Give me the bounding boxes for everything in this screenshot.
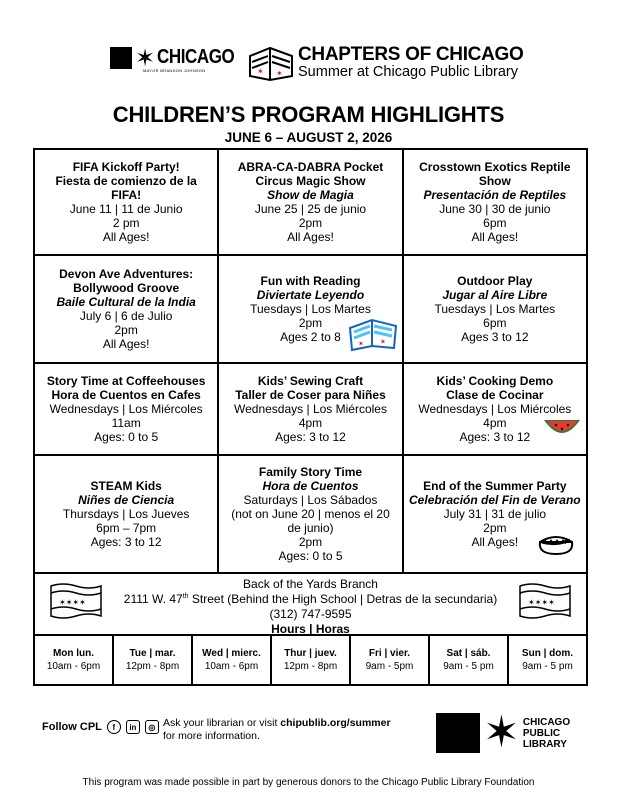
program-subtitle: Diviertate Leyendo — [256, 288, 365, 302]
summer-link[interactable]: chipublib.org/summer — [280, 717, 391, 729]
hours-time: 10am - 6pm — [204, 661, 259, 672]
program-card — [219, 456, 403, 572]
program-title: Family Story Time — [258, 465, 363, 479]
program-note: (not on June 20 | menos el 20 de junio) — [231, 507, 390, 535]
program-time: 2pm — [298, 216, 323, 230]
hours-day: Sat | sáb. — [446, 648, 491, 659]
chapters-of-chicago-logo — [248, 42, 523, 82]
hours-time: 12pm - 8pm — [283, 661, 338, 672]
program-ages: Ages: 3 to 12 — [275, 430, 346, 444]
program-card — [404, 456, 586, 572]
program-time: 6pm — [483, 216, 507, 230]
program-time: 2pm — [298, 535, 323, 549]
program-ages: Ages 3 to 12 — [461, 330, 529, 344]
program-subtitle: Hora de Cuentos en Cafes — [51, 388, 201, 402]
hours-title: Hours | Horas — [271, 622, 350, 636]
cpl-line: PUBLIC — [522, 727, 561, 739]
program-time: 2pm — [298, 316, 323, 330]
program-card — [404, 364, 586, 454]
program-row — [35, 150, 586, 256]
follow-label: Follow CPL — [42, 721, 102, 733]
hours-cell — [35, 636, 114, 684]
program-ages: All Ages! — [471, 535, 519, 549]
program-card — [404, 256, 586, 362]
program-subtitle: Jugar al Aire Libre — [442, 288, 548, 302]
svg-text:✶: ✶ — [257, 67, 264, 76]
chicago-star-icon: ✶ — [483, 707, 520, 758]
svg-text:✶: ✶ — [276, 69, 283, 78]
chapters-title: CHAPTERS OF CHICAGO — [298, 44, 524, 65]
program-subtitle: Fiesta de comienzo de la FIFA! — [55, 174, 197, 202]
program-row — [35, 256, 586, 364]
hours-cell — [351, 636, 430, 684]
hours-time: 9am - 5pm — [365, 661, 414, 672]
program-row — [35, 456, 586, 574]
program-date: Tuesdays | Los Martes — [434, 302, 556, 316]
program-subtitle: Presentación de Reptiles — [423, 188, 567, 202]
linkedin-icon[interactable]: in — [126, 720, 140, 734]
foundation-credit: This program was made possible in part by generous donors to the Chicago Public Library Foundation — [82, 777, 535, 788]
program-title: Crosstown Exotics Reptile Show — [419, 160, 571, 188]
hours-cell — [114, 636, 193, 684]
hours-table — [35, 636, 586, 684]
program-date: June 11 | 11 de Junio — [69, 202, 183, 216]
program-date: Saturdays | Los Sábados — [243, 493, 378, 507]
ask-more: for more information. — [163, 730, 260, 742]
chicago-flag-icon — [518, 582, 572, 620]
program-title: Outdoor Play — [457, 274, 533, 288]
program-time: 11am — [111, 416, 141, 430]
chicago-public-library-logo — [436, 707, 571, 758]
program-time: 4pm — [298, 416, 323, 430]
program-title: Story Time at Coffeehouses — [46, 374, 206, 388]
program-date: Wednesdays | Los Miércoles — [49, 402, 203, 416]
instagram-icon[interactable]: ◎ — [145, 720, 159, 734]
program-card — [35, 150, 219, 254]
logo-block — [110, 47, 132, 69]
program-subtitle: Clase de Cocinar — [446, 388, 544, 402]
hours-cell — [430, 636, 509, 684]
program-ages: Ages: 0 to 5 — [94, 430, 159, 444]
facebook-icon[interactable]: f — [107, 720, 121, 734]
program-time: 2pm — [114, 323, 138, 337]
chapters-subtitle: Summer at Chicago Public Library — [298, 64, 519, 80]
address-number: 2111 W. 47 — [123, 592, 183, 606]
hours-time: 9am - 5 pm — [443, 661, 494, 672]
logo-block — [436, 713, 480, 753]
program-card — [404, 150, 586, 254]
program-ages: Ages: 3 to 12 — [90, 535, 162, 549]
hours-day: Mon lun. — [52, 648, 95, 659]
program-card — [219, 150, 403, 254]
program-card — [219, 256, 403, 362]
program-time: 2 pm — [112, 216, 140, 230]
hours-day: Thur | juev. — [284, 648, 337, 659]
open-book-icon — [348, 316, 398, 352]
hours-day: Tue | mar. — [129, 648, 176, 659]
hotdog-icon — [536, 528, 576, 558]
branch-name: Back of the Yards Branch — [243, 577, 378, 591]
book-flag-icon — [248, 42, 294, 82]
program-card — [35, 364, 219, 454]
program-title: End of the Summer Party — [423, 479, 567, 493]
program-time: 4pm — [483, 416, 507, 430]
program-time: 6pm — [483, 316, 507, 330]
program-subtitle: Taller de Coser para Niñes — [235, 388, 386, 402]
hours-time: 9am - 5 pm — [522, 661, 573, 672]
hours-cell — [272, 636, 351, 684]
program-subtitle: Celebración del Fin de Verano — [409, 493, 581, 507]
program-ages: All Ages! — [102, 337, 150, 351]
program-time: 2pm — [483, 521, 507, 535]
svg-text:✶: ✶ — [357, 341, 364, 348]
program-time: 6pm – 7pm — [96, 521, 157, 535]
program-date: June 25 | 25 de junio — [254, 202, 367, 216]
program-subtitle: Hora de Cuentos — [262, 479, 359, 493]
program-date: July 31 | 31 de julio — [443, 507, 547, 521]
svg-text:✶✶✶✶: ✶✶✶✶ — [59, 598, 86, 607]
program-date: Wednesdays | Los Miércoles — [418, 402, 572, 416]
hours-day: Wed | mierc. — [202, 648, 261, 659]
branch-info — [35, 574, 586, 636]
program-ages: Ages: 0 to 5 — [278, 549, 343, 563]
program-date: June 30 | 30 de junio — [439, 202, 551, 216]
program-title: Kids’ Sewing Craft — [257, 374, 364, 388]
branch-address — [35, 592, 586, 607]
mayor-line: MAYOR BRANDON JOHNSON — [143, 68, 206, 73]
program-card — [35, 256, 219, 362]
program-ages: Ages: 3 to 12 — [459, 430, 531, 444]
program-title: Kids’ Cooking Demo — [436, 374, 554, 388]
program-date: Thursdays | Los Jueves — [62, 507, 190, 521]
hours-cell — [193, 636, 272, 684]
chicago-wordmark: CHICAGO — [157, 46, 235, 68]
program-title: ABRA-CA-DABRA Pocket Circus Magic Show — [237, 160, 384, 188]
program-grid — [33, 148, 588, 686]
svg-text:✶✶✶✶: ✶✶✶✶ — [528, 598, 555, 607]
program-date: Wednesdays | Los Miércoles — [234, 402, 387, 416]
program-ages: All Ages! — [287, 230, 334, 244]
program-title: Fun with Reading — [260, 274, 361, 288]
program-ages: All Ages! — [102, 230, 150, 244]
cpl-line: CHICAGO — [522, 716, 571, 728]
cpl-line: LIBRARY — [522, 738, 567, 750]
svg-text:✶: ✶ — [379, 339, 386, 346]
hours-day: Fri | vier. — [368, 648, 411, 659]
program-title: FIFA Kickoff Party! — [72, 160, 180, 174]
chicago-flag-icon — [49, 582, 103, 620]
page-title: CHILDREN’S PROGRAM HIGHLIGHTS — [112, 102, 505, 127]
watermelon-icon — [542, 416, 582, 442]
program-row — [35, 364, 586, 456]
ask-text: Ask your librarian or visit — [163, 717, 281, 729]
program-date: Tuesdays | Los Martes — [250, 302, 371, 316]
program-subtitle: Baile Cultural de la India — [56, 295, 196, 309]
hours-day: Sun | dom. — [521, 648, 574, 659]
hours-cell — [509, 636, 586, 684]
follow-cpl — [42, 720, 159, 734]
program-subtitle: Niñes de Ciencia — [78, 493, 175, 507]
chicago-star-icon: ✶ — [135, 43, 156, 72]
program-ages: All Ages! — [471, 230, 519, 244]
ask-librarian — [163, 717, 391, 743]
date-range: JUNE 6 – AUGUST 2, 2026 — [224, 130, 393, 145]
program-ages: Ages 2 to 8 — [280, 330, 341, 344]
program-card — [219, 364, 403, 454]
program-title: STEAM Kids — [90, 479, 162, 493]
hours-time: 12pm - 8pm — [125, 661, 180, 672]
address-suffix: th — [182, 593, 189, 600]
program-card — [35, 456, 219, 572]
address-street: Street (Behind the High School | Detras de la secundaria) — [188, 592, 498, 606]
program-title: Devon Ave Adventures: Bollywood Groove — [59, 267, 194, 295]
program-date: July 6 | 6 de Julio — [79, 309, 173, 323]
branch-phone: (312) 747-9595 — [269, 607, 352, 621]
program-subtitle: Show de Magia — [267, 188, 354, 202]
hours-time: 10am - 6pm — [46, 661, 101, 672]
